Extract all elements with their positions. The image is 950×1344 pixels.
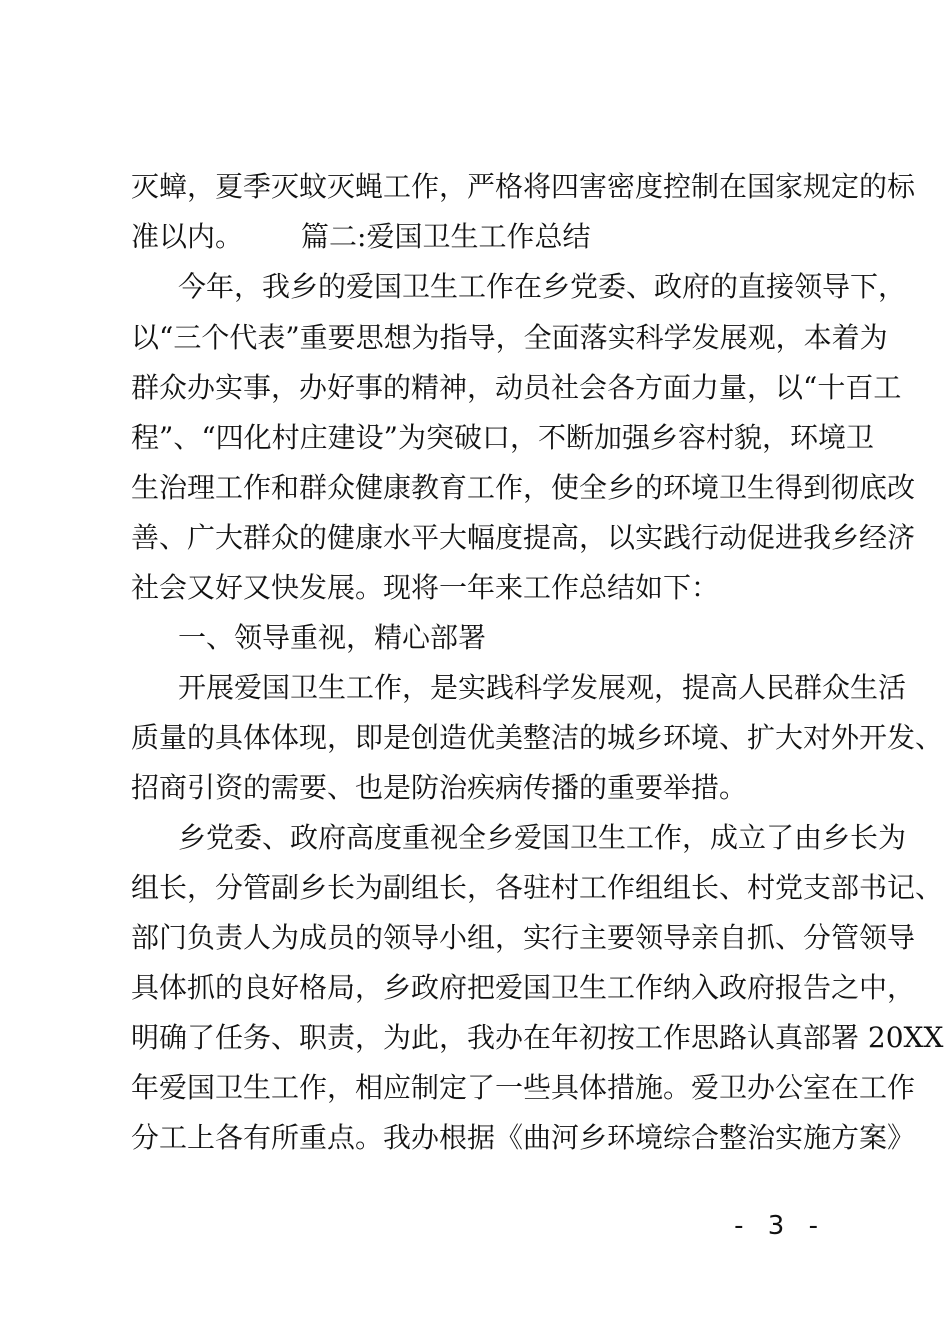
paragraph-1-line-6: 善、广大群众的健康水平大幅度提高，以实践行动促进我乡经济 — [131, 521, 916, 554]
paragraph-1-line-4: 程”、“四化村庄建设”为突破口，不断加强乡容村貌，环境卫 — [131, 421, 874, 454]
paragraph-1-line-2: 以“三个代表”重要思想为指导，全面落实科学发展观，本着为 — [131, 321, 888, 354]
subheading-1: 一、领导重视，精心部署 — [178, 621, 487, 654]
text-line-1: 灭蟑，夏季灭蚊灭蝇工作，严格将四害密度控制在国家规定的标 — [131, 170, 916, 203]
paragraph-2-line-3: 招商引资的需要、也是防治疾病传播的重要举措。 — [131, 771, 748, 804]
paragraph-3-line-1: 乡党委、政府高度重视全乡爱国卫生工作，成立了由乡长为 — [178, 821, 907, 854]
text-line-2 — [131, 217, 831, 257]
paragraph-2-line-2: 质量的具体体现，即是创造优美整洁的城乡环境、扩大对外开发、 — [131, 721, 944, 754]
paragraph-3-line-7: 分工上各有所重点。我办根据《曲河乡环境综合整治实施方案》 — [131, 1121, 916, 1154]
section-heading: 篇二:爱国卫生工作总结 — [301, 220, 591, 253]
paragraph-1-line-5: 生治理工作和群众健康教育工作，使全乡的环境卫生得到彻底改 — [131, 471, 916, 504]
paragraph-3-line-2: 组长，分管副乡长为副组长，各驻村工作组组长、村党支部书记、 — [131, 871, 944, 904]
paragraph-3-line-3: 部门负责人为成员的领导小组，实行主要领导亲自抓、分管领导 — [131, 921, 916, 954]
paragraph-3-line-4: 具体抓的良好格局，乡政府把爱国卫生工作纳入政府报告之中， — [131, 971, 916, 1004]
text-segment-end-of-section: 准以内。 — [131, 220, 244, 253]
paragraph-3-line-5: 明确了任务、职责，为此，我办在年初按工作思路认真部署 20XX — [131, 1021, 944, 1054]
paragraph-1-line-1: 今年，我乡的爱国卫生工作在乡党委、政府的直接领导下， — [178, 270, 907, 303]
paragraph-1-line-7: 社会又好又快发展。现将一年来工作总结如下： — [131, 571, 720, 604]
paragraph-2-line-1: 开展爱国卫生工作，是实践科学发展观，提高人民群众生活 — [178, 671, 907, 704]
paragraph-1-line-3: 群众办实事，办好事的精神，动员社会各方面力量，以“十百工 — [131, 371, 902, 404]
paragraph-3-line-6: 年爱国卫生工作，相应制定了一些具体措施。爱卫办公室在工作 — [131, 1071, 916, 1104]
page-number: - 3 - — [734, 1211, 826, 1241]
